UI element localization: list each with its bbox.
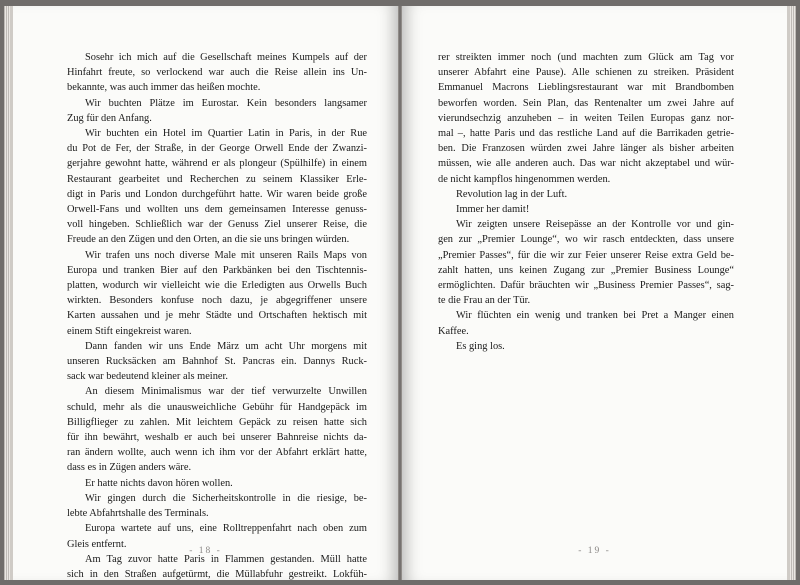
text-line: de nicht kampflos hingenommen werden. bbox=[438, 173, 611, 185]
text-line: wirkten. Besonders konfuse noch dazu, je abgegriffener unsere bbox=[67, 295, 367, 307]
text-line: Zug für den Anfang. bbox=[67, 112, 152, 124]
text-line: Am Tag zuvor hatte Paris in Flammen gestanden. Müll hatte bbox=[85, 553, 367, 565]
text-line: Orwell-Fans und wollten uns dem gemeinsamen Interesse genuss- bbox=[67, 204, 367, 216]
right-page bbox=[402, 6, 790, 580]
text-line: dass es in Zügen anders wäre. bbox=[67, 462, 192, 474]
text-line: einem Stift eingekreist waren. bbox=[67, 325, 192, 337]
text-line: Kaffee. bbox=[438, 325, 469, 337]
text-line: te die Frau an der Tür. bbox=[438, 295, 531, 307]
text-line: Wir zeigten unsere Reisepässe an der Kontrolle vor und gin- bbox=[456, 219, 734, 231]
text-line: du Pot de Fer, der Straße, in der George Orwell Ende der Zwanzi- bbox=[67, 143, 367, 155]
text-line: Wir trafen uns noch diverse Male mit unseren Rails Maps von bbox=[85, 249, 367, 261]
open-book bbox=[10, 6, 790, 580]
text-line: Europa und tranken Bier auf den Parkbänken bei den Tischtennis- bbox=[67, 264, 367, 276]
text-line: ermöglichten. Dafür bräuchten wir „Business Premier Passes“, sag- bbox=[438, 280, 734, 292]
text-line: Wir gingen durch die Sicherheitskontrolle in die riesige, be- bbox=[85, 492, 367, 504]
text-line: digt in Paris und London durchgeführt hatte. Wir waren beide große bbox=[67, 188, 367, 200]
page-edges-right bbox=[790, 6, 796, 580]
text-line: für ihn bewährt, weshalb er auch bei unserer Bahnreise nichts da- bbox=[67, 432, 367, 444]
text-line: Europa wartete auf uns, eine Rolltreppenfahrt nach oben zum bbox=[85, 523, 367, 535]
text-line: Sosehr ich mich auf die Gesellschaft meines Kumpels auf der bbox=[85, 52, 367, 63]
text-line: ben. Die Franzosen würden zwei Jahre länger als bisher arbeiten bbox=[438, 143, 734, 155]
text-line: sack war bedeutend kleiner als meiner. bbox=[67, 371, 228, 383]
text-line: Dann fanden wir uns Ende März um acht Uhr morgens mit bbox=[85, 340, 367, 352]
text-line: „Premier Passes“, für die wir zur Feier unserer Reise extra Geld be- bbox=[438, 249, 734, 261]
text-line: An diesem Minimalismus war der tief verwurzelte Unwillen bbox=[85, 386, 367, 398]
text-line: unserer Abfahrt eine Pause). Alle schienen zu streiken. Präsident bbox=[438, 67, 734, 79]
text-line: Emmanuel Macrons Lieblingsrestaurant war mit Brandbomben bbox=[438, 82, 734, 94]
page-number: - 19 - bbox=[578, 546, 611, 556]
page-number: - 18 - bbox=[189, 546, 222, 556]
text-line: Wir flüchten ein wenig und tranken bei Pret a Manger einen bbox=[456, 310, 734, 322]
left-page-text bbox=[67, 50, 367, 580]
right-page-text bbox=[438, 50, 734, 354]
text-line: Billigflieger zu zahlen. Mit leichtem Gepäck zu reisen hatte sich bbox=[67, 416, 367, 428]
text-line: Wir buchten Plätze im Eurostar. Kein besonders langsamer bbox=[85, 97, 367, 109]
text-line: lebte Abfahrtshalle des Terminals. bbox=[67, 508, 209, 520]
text-line: mal –, hatte Paris und das restliche Land auf die Barrikaden getrie- bbox=[438, 128, 734, 140]
text-line: Karten aussahen und je mehr Städte und Ortschaften hektisch mit bbox=[67, 310, 367, 322]
text-line: schuld, mehr als die unausweichliche Gebühr für Handgepäck im bbox=[67, 401, 367, 413]
text-line: Wir buchten ein Hotel im Quartier Latin in Paris, in der Rue bbox=[85, 128, 367, 140]
text-line: Hinfahrt freute, so verlockend war auch die Reise allein ins Un- bbox=[67, 67, 367, 79]
text-line: Freude an den Zügen und den Orten, an die sie uns bringen würden. bbox=[67, 234, 350, 246]
text-line: bekannte, was auch immer das heißen mochte. bbox=[67, 82, 261, 94]
left-page bbox=[10, 6, 398, 580]
text-line: beworfen worden. Sein Plan, das Rentenalter um zwei Jahre auf bbox=[438, 97, 734, 109]
text-line: unseren Rucksäcken am Bahnhof St. Pancras ein. Dannys Ruck- bbox=[67, 356, 367, 368]
text-line: Restaurant gearbeitet und Recherchen zu seinem Klassiker Erle- bbox=[67, 173, 367, 185]
text-line: Er hatte nichts davon hören wollen. bbox=[85, 477, 233, 489]
text-line: voll hingeben. Schließlich war der Genuss Ziel unserer Reise, die bbox=[67, 219, 367, 231]
text-line: Revolution lag in der Luft. bbox=[456, 188, 568, 200]
text-line: müssen, wie alle anderen auch. Das war nicht akzeptabel und wür- bbox=[438, 158, 734, 170]
text-line: Es ging los. bbox=[456, 340, 505, 352]
text-line: gerjahre gewohnt hatte, während er als plongeur (Spülhilfe) in einem bbox=[67, 158, 367, 170]
text-line: Gleis entfernt. bbox=[67, 538, 127, 550]
text-line: platten, wodurch wir vielleicht wie die Erledigten aus Orwells Buch bbox=[67, 280, 367, 292]
text-line: ran ändern wollte, auch wenn ich ihm vor der Abfahrt erklärt hatte, bbox=[67, 447, 367, 459]
text-line: Immer her damit! bbox=[456, 204, 530, 216]
text-line: vierundsechzig anzuheben – in weiten Teilen Europas ganz nor- bbox=[438, 112, 734, 124]
text-line: gen zur „Premier Lounge“, wo wir rasch entdeckten, dass unsere bbox=[438, 234, 734, 246]
text-line: zahlt hatten, uns keinen Zugang zur „Premier Business Lounge“ bbox=[438, 264, 734, 276]
text-line: sich in den Straßen aufgetürmt, die Müllabfuhr gestreikt. Lokfüh- bbox=[67, 568, 367, 580]
text-line: rer streikten immer noch (und machten zum Glück am Tag vor bbox=[438, 52, 734, 63]
